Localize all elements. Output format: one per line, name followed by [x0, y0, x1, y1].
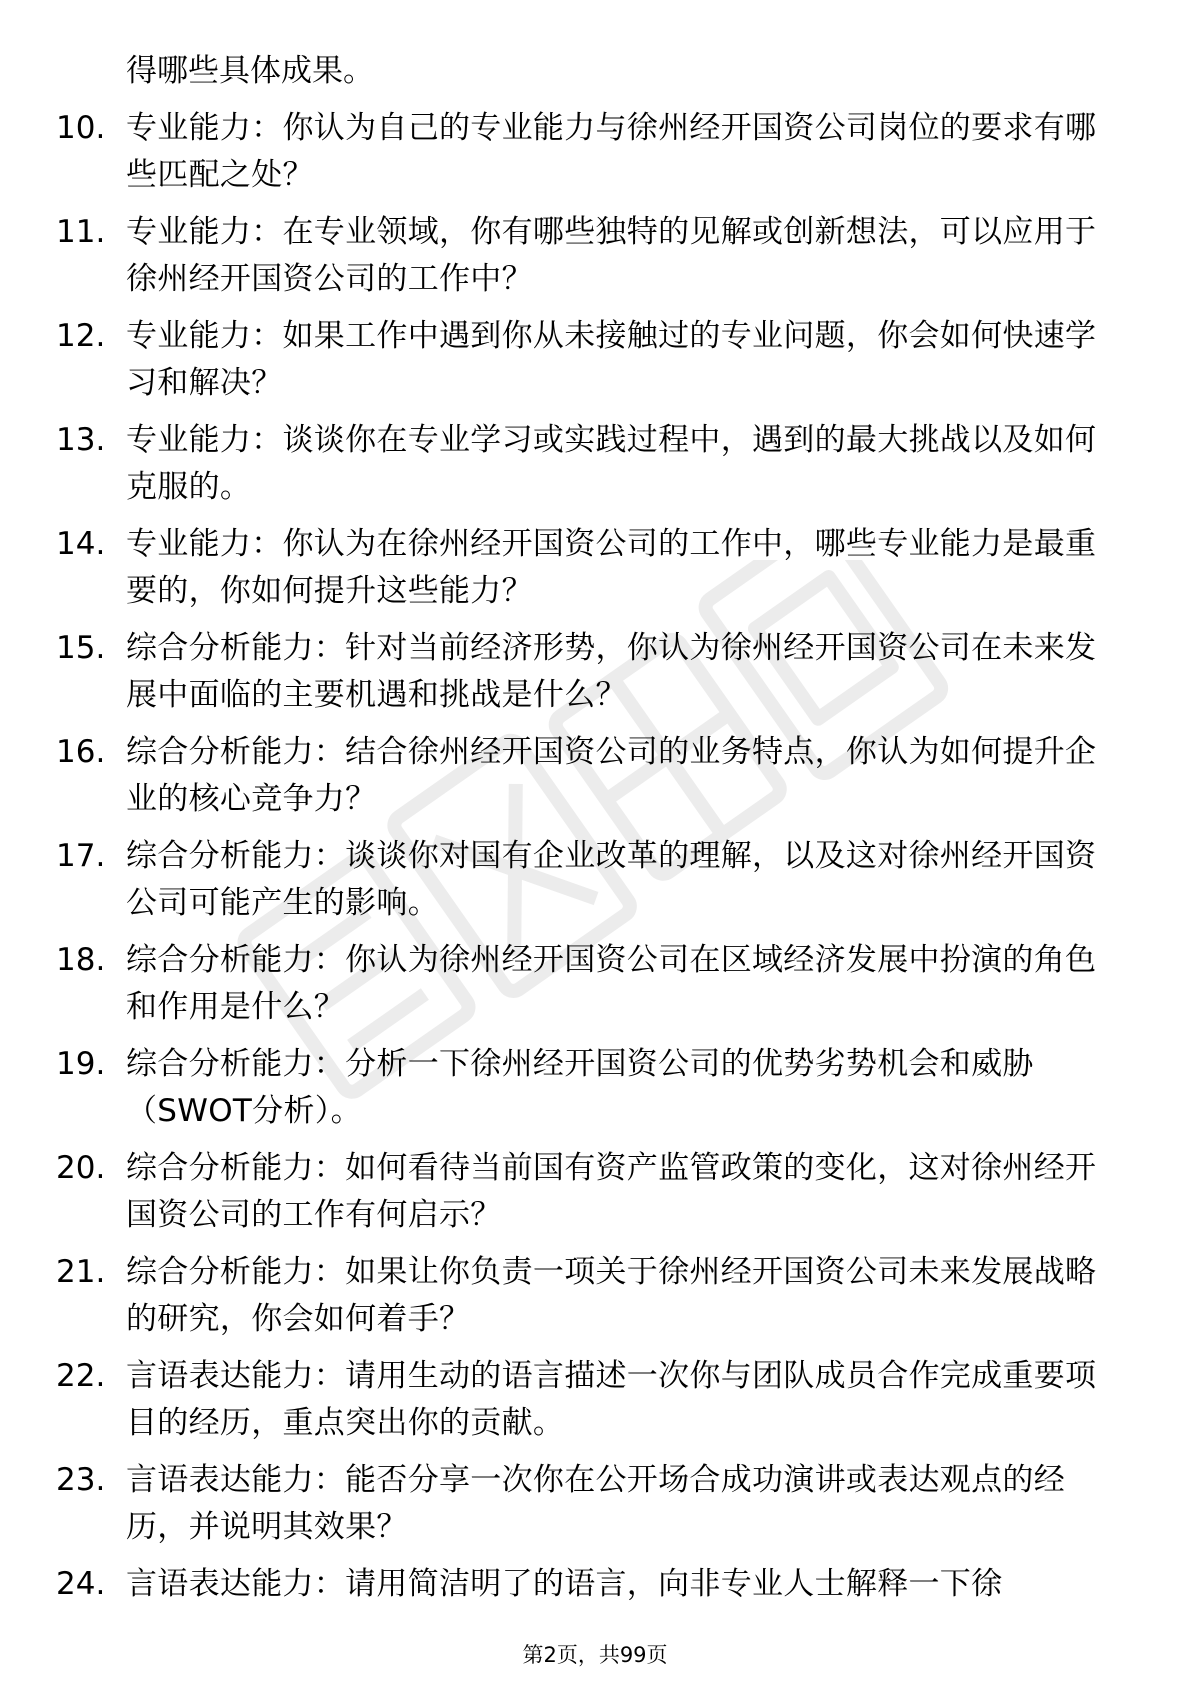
question-item: [0, 1041, 1190, 1145]
question-text: 专业能力：你认为自己的专业能力与徐州经开国资公司岗位的要求有哪些匹配之处？: [126, 110, 1097, 193]
question-item: [0, 1353, 1190, 1457]
question-item: [0, 937, 1190, 1041]
question-item: [0, 625, 1190, 729]
question-item: [0, 1249, 1190, 1353]
question-item: [0, 1145, 1190, 1249]
question-number: 18.: [56, 942, 106, 978]
question-item: [0, 209, 1190, 313]
question-list: [0, 105, 1190, 1665]
question-item: [0, 105, 1190, 209]
question-number: 14.: [56, 526, 106, 562]
question-item: [0, 521, 1190, 625]
question-item: [0, 313, 1190, 417]
question-number: 20.: [56, 1150, 106, 1186]
question-text: 综合分析能力：结合徐州经开国资公司的业务特点，你认为如何提升企业的核心竞争力？: [126, 734, 1097, 817]
question-number: 21.: [56, 1254, 106, 1290]
question-text: 综合分析能力：你认为徐州经开国资公司在区域经济发展中扮演的角色和作用是什么？: [126, 942, 1097, 1025]
question-item: [0, 417, 1190, 521]
question-item: [0, 833, 1190, 937]
question-number: 13.: [56, 422, 106, 458]
question-item: [0, 1457, 1190, 1561]
question-number: 11.: [56, 214, 106, 250]
question-text: 综合分析能力：如果让你负责一项关于徐州经开国资公司未来发展战略的研究，你会如何着手？: [126, 1254, 1097, 1337]
continuation-text: 得哪些具体成果。: [126, 53, 374, 89]
question-number: 19.: [56, 1046, 106, 1082]
question-text: 专业能力：谈谈你在专业学习或实践过程中，遇到的最大挑战以及如何克服的。: [126, 422, 1097, 505]
question-text: 综合分析能力：针对当前经济形势，你认为徐州经开国资公司在未来发展中面临的主要机遇和挑战是什么？: [126, 630, 1097, 713]
question-text: 言语表达能力：请用简洁明了的语言，向非专业人士解释一下徐: [126, 1566, 1003, 1602]
question-text: 专业能力：在专业领域，你有哪些独特的见解或创新想法，可以应用于徐州经开国资公司的工作中？: [126, 214, 1097, 297]
question-text: 专业能力：如果工作中遇到你从未接触过的专业问题，你会如何快速学习和解决？: [126, 318, 1097, 401]
question-text: 专业能力：你认为在徐州经开国资公司的工作中，哪些专业能力是最重要的，你如何提升这些能力？: [126, 526, 1097, 609]
question-number: 23.: [56, 1462, 106, 1498]
question-number: 12.: [56, 318, 106, 354]
question-text: 综合分析能力：如何看待当前国有资产监管政策的变化，这对徐州经开国资公司的工作有何启示？: [126, 1150, 1097, 1233]
question-text: 言语表达能力：能否分享一次你在公开场合成功演讲或表达观点的经历，并说明其效果？: [126, 1462, 1065, 1545]
question-number: 15.: [56, 630, 106, 666]
question-number: 22.: [56, 1358, 106, 1394]
question-number: 17.: [56, 838, 106, 874]
question-text: 综合分析能力：谈谈你对国有企业改革的理解，以及这对徐州经开国资公司可能产生的影响。: [126, 838, 1097, 921]
question-text: 综合分析能力：分析一下徐州经开国资公司的优势劣势机会和威胁（SWOT分析）。: [126, 1046, 1034, 1129]
question-number: 10.: [56, 110, 106, 146]
page-footer: 第2页，共99页: [522, 1643, 668, 1667]
question-number: 16.: [56, 734, 106, 770]
question-number: 24.: [56, 1566, 106, 1602]
question-text: 言语表达能力：请用生动的语言描述一次你与团队成员合作完成重要项目的经历，重点突出你的贡献。: [126, 1358, 1097, 1441]
question-item: [0, 729, 1190, 833]
